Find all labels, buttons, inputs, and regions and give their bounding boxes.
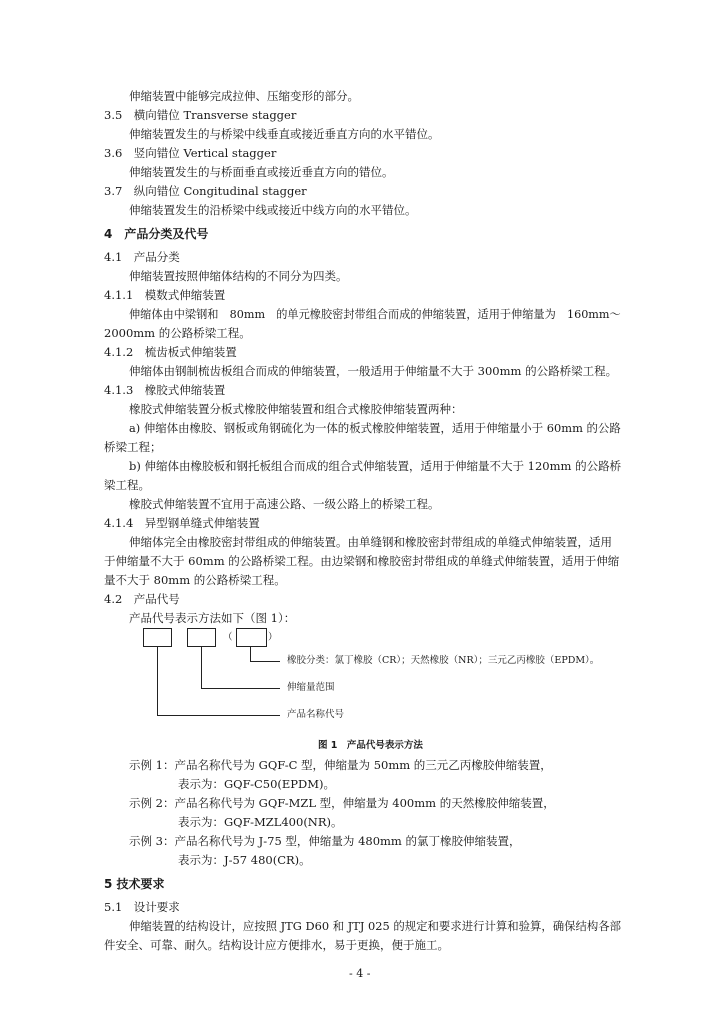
connector-rubber-h	[250, 661, 280, 662]
example-3-result: 表示为：J-57 480(CR)。	[178, 853, 311, 867]
section-5-1: 5.1 设计要求	[104, 900, 180, 914]
line-16: 于伸缩量不大于 60mm 的公路桥梁工程。由边梁钢和橡胶密封带组成的单缝式伸缩装置，适用于伸缩	[104, 554, 620, 568]
line-8: 伸缩体由钢制梳齿板组合而成的伸缩装置，一般适用于伸缩量不大于 300mm 的公路桥梁工程。	[129, 364, 618, 378]
line-10: a) 伸缩体由橡胶、钢板或角钢硫化为一体的板式橡胶伸缩装置，适用于伸缩量小于 60mm 的公路	[129, 421, 621, 435]
section-4-1-4: 4.1.4 异型钢单缝式伸缩装置	[104, 516, 260, 530]
example-3: 示例 3：产品名称代号为 J-75 型，伸缩量为 480mm 的氯丁橡胶伸缩装置，	[129, 834, 521, 848]
label-range: 伸缩量范围	[287, 682, 335, 693]
section-3-5: 3.5 横向错位 Transverse stagger	[104, 108, 297, 122]
line-20: 件安全、可靠、耐久。结构设计应方便排水，易于更换，便于施工。	[104, 938, 449, 952]
example-1: 示例 1：产品名称代号为 GQF-C 型，伸缩量为 50mm 的三元乙丙橡胶伸缩装置，	[129, 758, 552, 772]
page-number: - 4 -	[349, 967, 371, 980]
connector-range-v	[201, 646, 202, 688]
section-3-6: 3.6 竖向错位 Vertical stagger	[104, 146, 277, 160]
line-5: 伸缩装置按照伸缩体结构的不同分为四类。	[129, 269, 348, 283]
section-4-1: 4.1 产品分类	[104, 250, 180, 264]
line-1: 伸缩装置中能够完成拉伸、压缩变形的部分。	[129, 89, 359, 103]
line-6: 伸缩体由中梁钢和 80mm 的单元橡胶密封带组合而成的伸缩装置，适用于伸缩量为 160mm～	[129, 307, 621, 321]
label-product-name: 产品名称代号	[287, 709, 345, 720]
line-3: 伸缩装置发生的与桥面垂直或接近垂直方向的错位。	[129, 165, 394, 179]
section-4-2: 4.2 产品代号	[104, 592, 180, 606]
connector-range-h	[201, 688, 280, 689]
section-4-1-3: 4.1.3 橡胶式伸缩装置	[104, 383, 226, 397]
heading-5: 5 技术要求	[104, 877, 165, 891]
paren-close: ）	[268, 632, 278, 643]
section-4-1-1: 4.1.1 模数式伸缩装置	[104, 288, 226, 302]
section-3-7: 3.7 纵向错位 Congitudinal stagger	[104, 184, 307, 198]
section-4-1-2: 4.1.2 梳齿板式伸缩装置	[104, 345, 237, 359]
line-12: b) 伸缩体由橡胶板和钢托板组合而成的组合式伸缩装置，适用于伸缩量不大于 120mm 的公路桥	[129, 459, 622, 473]
line-17: 量不大于 80mm 的公路桥梁工程。	[104, 573, 286, 587]
line-14: 橡胶式伸缩装置不宜用于高速公路、一级公路上的桥梁工程。	[129, 497, 440, 511]
figure-caption: 图 1 产品代号表示方法	[318, 740, 423, 751]
heading-4: 4 产品分类及代号	[104, 227, 209, 241]
label-rubber-type: 橡胶分类：氯丁橡胶（CR）；天然橡胶（NR）；三元乙丙橡胶（EPDM）。	[287, 655, 600, 666]
code-box-range	[187, 628, 216, 647]
code-box-rubber	[236, 628, 267, 647]
line-18: 产品代号表示方法如下（图 1）：	[129, 611, 296, 625]
line-11: 桥梁工程；	[104, 440, 162, 454]
line-7: 2000mm 的公路桥梁工程。	[104, 326, 251, 340]
paren-open: （	[223, 632, 233, 643]
line-15: 伸缩体完全由橡胶密封带组成的伸缩装置。由单缝钢和橡胶密封带组成的单缝式伸缩装置，适用	[129, 535, 612, 549]
connector-name-h	[157, 715, 280, 716]
example-2: 示例 2：产品名称代号为 GQF-MZL 型，伸缩量为 400mm 的天然橡胶伸缩装置，	[129, 796, 555, 810]
code-box-name	[143, 628, 172, 647]
example-1-result: 表示为：GQF-C50(EPDM)。	[178, 777, 335, 791]
line-19: 伸缩装置的结构设计，应按照 JTG D60 和 JTJ 025 的规定和要求进行计算和验算，确保结构各部	[129, 919, 622, 933]
line-2: 伸缩装置发生的与桥梁中线垂直或接近垂直方向的水平错位。	[129, 127, 440, 141]
example-2-result: 表示为：GQF-MZL400(NR)。	[178, 815, 343, 829]
connector-rubber-v	[250, 646, 251, 661]
connector-name-v	[157, 646, 158, 715]
line-13: 梁工程。	[104, 478, 150, 492]
line-4: 伸缩装置发生的沿桥梁中线或接近中线方向的水平错位。	[129, 203, 417, 217]
line-9: 橡胶式伸缩装置分板式橡胶伸缩装置和组合式橡胶伸缩装置两种：	[129, 402, 463, 416]
